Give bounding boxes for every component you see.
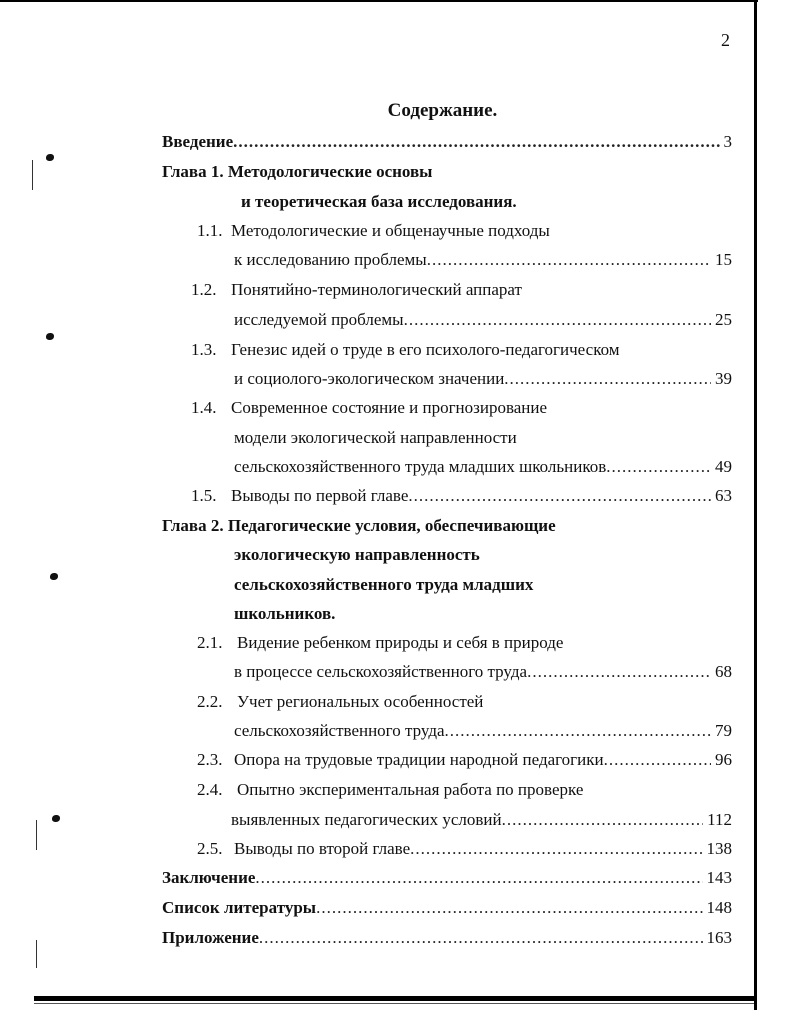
toc-entry-label: выявленных педагогических условий bbox=[231, 810, 502, 829]
toc-entry-label: сельскохозяйственного труда bbox=[234, 721, 445, 740]
toc-page-number: 39 bbox=[715, 369, 732, 388]
toc-section-1-3[interactable]: Генезис идей о труде в его психолого-педагогическом bbox=[231, 340, 620, 359]
toc-entry-label: Выводы по второй главе bbox=[234, 839, 411, 858]
toc-section-number: 2.4. bbox=[197, 780, 223, 799]
toc-entry-1-2[interactable] bbox=[234, 309, 732, 331]
toc-section-number: 1.5. bbox=[191, 486, 217, 505]
toc-entry-label: сельскохозяйственного труда младших школьников bbox=[234, 457, 607, 476]
dot-leader bbox=[606, 456, 711, 478]
scan-mark bbox=[32, 160, 33, 190]
toc-section-number: 1.3. bbox=[191, 340, 217, 359]
toc-entry-label: Список литературы bbox=[162, 898, 317, 917]
toc-page-number: 3 bbox=[723, 132, 732, 151]
toc-page-number: 138 bbox=[706, 839, 732, 858]
dot-leader bbox=[527, 661, 711, 683]
frame-bottom-border-thin bbox=[34, 1003, 754, 1004]
toc-section-1-4[interactable]: Современное состояние и прогнозирование bbox=[231, 398, 548, 417]
toc-section-number: 2.2. bbox=[197, 692, 223, 711]
toc-entry-appendix[interactable] bbox=[162, 927, 732, 949]
dot-leader bbox=[604, 749, 711, 771]
toc-page-number: 143 bbox=[706, 868, 732, 887]
toc-page-number: 163 bbox=[706, 928, 732, 947]
toc-entry-label: Опора на трудовые традиции народной педагогики bbox=[234, 750, 604, 769]
dot-leader bbox=[404, 309, 711, 331]
dot-leader bbox=[408, 485, 711, 507]
toc-entry-label: Введение bbox=[162, 132, 234, 151]
toc-entry-label: исследуемой проблемы bbox=[234, 310, 404, 329]
toc-entry-label: к исследованию проблемы bbox=[234, 250, 427, 269]
toc-entry-references[interactable] bbox=[162, 897, 732, 919]
toc-section-number: 2.1. bbox=[197, 633, 223, 652]
dot-leader bbox=[502, 809, 704, 831]
punch-hole-mark bbox=[50, 573, 58, 580]
toc-section-1-1[interactable]: Методологические и общенаучные подходы bbox=[231, 221, 550, 240]
dot-leader bbox=[259, 927, 703, 949]
toc-entry-2-2[interactable] bbox=[234, 720, 732, 742]
toc-entry-label: Приложение bbox=[162, 928, 259, 947]
dot-leader bbox=[410, 838, 702, 860]
toc-section-number: 2.5. bbox=[197, 839, 223, 858]
toc-page-number: 148 bbox=[706, 898, 732, 917]
toc-section-1-2[interactable]: Понятийно-терминологический аппарат bbox=[231, 280, 522, 299]
dot-leader bbox=[445, 720, 711, 742]
punch-hole-mark bbox=[46, 154, 54, 161]
page-title: Содержание. bbox=[387, 100, 498, 121]
toc-entry-1-1[interactable] bbox=[234, 249, 732, 271]
chapter-1-heading[interactable]: Глава 1. Методологические основы bbox=[162, 162, 433, 181]
toc-entry-label: Выводы по первой главе bbox=[231, 486, 409, 505]
chapter-2-heading-cont: сельскохозяйственного труда младших bbox=[234, 575, 534, 594]
frame-bottom-border bbox=[34, 996, 754, 1001]
toc-section-2-4[interactable]: Опытно экспериментальная работа по проверке bbox=[237, 780, 584, 799]
frame-right-border bbox=[754, 0, 757, 1010]
scan-mark bbox=[36, 820, 37, 850]
chapter-2-heading-cont: школьников. bbox=[234, 604, 336, 623]
scan-mark bbox=[36, 940, 37, 968]
toc-section-number: 2.3. bbox=[197, 750, 223, 769]
chapter-2-heading[interactable]: Глава 2. Педагогические условия, обеспечивающие bbox=[162, 516, 556, 535]
dot-leader bbox=[233, 131, 719, 153]
toc-page-number: 96 bbox=[715, 750, 732, 769]
toc-page-number: 25 bbox=[715, 310, 732, 329]
dot-leader bbox=[504, 368, 711, 390]
chapter-2-heading-cont: экологическую направленность bbox=[234, 545, 480, 564]
toc-section-2-2[interactable]: Учет региональных особенностей bbox=[237, 692, 484, 711]
toc-entry-2-1[interactable] bbox=[234, 661, 732, 683]
dot-leader bbox=[427, 249, 711, 271]
punch-hole-mark bbox=[52, 815, 60, 822]
toc-page-number: 63 bbox=[715, 486, 732, 505]
toc-section-number: 1.4. bbox=[191, 398, 217, 417]
dot-leader bbox=[255, 867, 702, 889]
toc-entry-2-3[interactable] bbox=[234, 749, 732, 771]
dot-leader bbox=[316, 897, 702, 919]
punch-hole-mark bbox=[46, 333, 54, 340]
toc-section-number: 1.1. bbox=[197, 221, 223, 240]
toc-entry-conclusion[interactable] bbox=[162, 867, 732, 889]
toc-page-number: 112 bbox=[707, 810, 732, 829]
frame-top-border bbox=[0, 0, 758, 2]
toc-section-number: 1.2. bbox=[191, 280, 217, 299]
toc-entry-2-5[interactable] bbox=[234, 838, 732, 860]
toc-section-2-1[interactable]: Видение ребенком природы и себя в природе bbox=[237, 633, 564, 652]
toc-section-1-4-cont: модели экологической направленности bbox=[234, 428, 517, 447]
toc-page-number: 15 bbox=[715, 250, 732, 269]
toc-entry-intro[interactable] bbox=[162, 131, 732, 153]
toc-entry-1-4[interactable] bbox=[234, 456, 732, 478]
toc-page-number: 68 bbox=[715, 662, 732, 681]
toc-page-number: 79 bbox=[715, 721, 732, 740]
toc-entry-1-3[interactable] bbox=[234, 368, 732, 390]
toc-entry-label: в процессе сельскохозяйственного труда bbox=[234, 662, 528, 681]
page-number: 2 bbox=[721, 30, 730, 50]
toc-entry-label: Заключение bbox=[162, 868, 256, 887]
toc-entry-2-4[interactable] bbox=[231, 809, 732, 831]
toc-page-number: 49 bbox=[715, 457, 732, 476]
toc-entry-1-5[interactable] bbox=[231, 485, 732, 507]
chapter-1-heading-cont: и теоретическая база исследования. bbox=[241, 192, 517, 211]
toc-entry-label: и социолого-экологическом значении bbox=[234, 369, 505, 388]
